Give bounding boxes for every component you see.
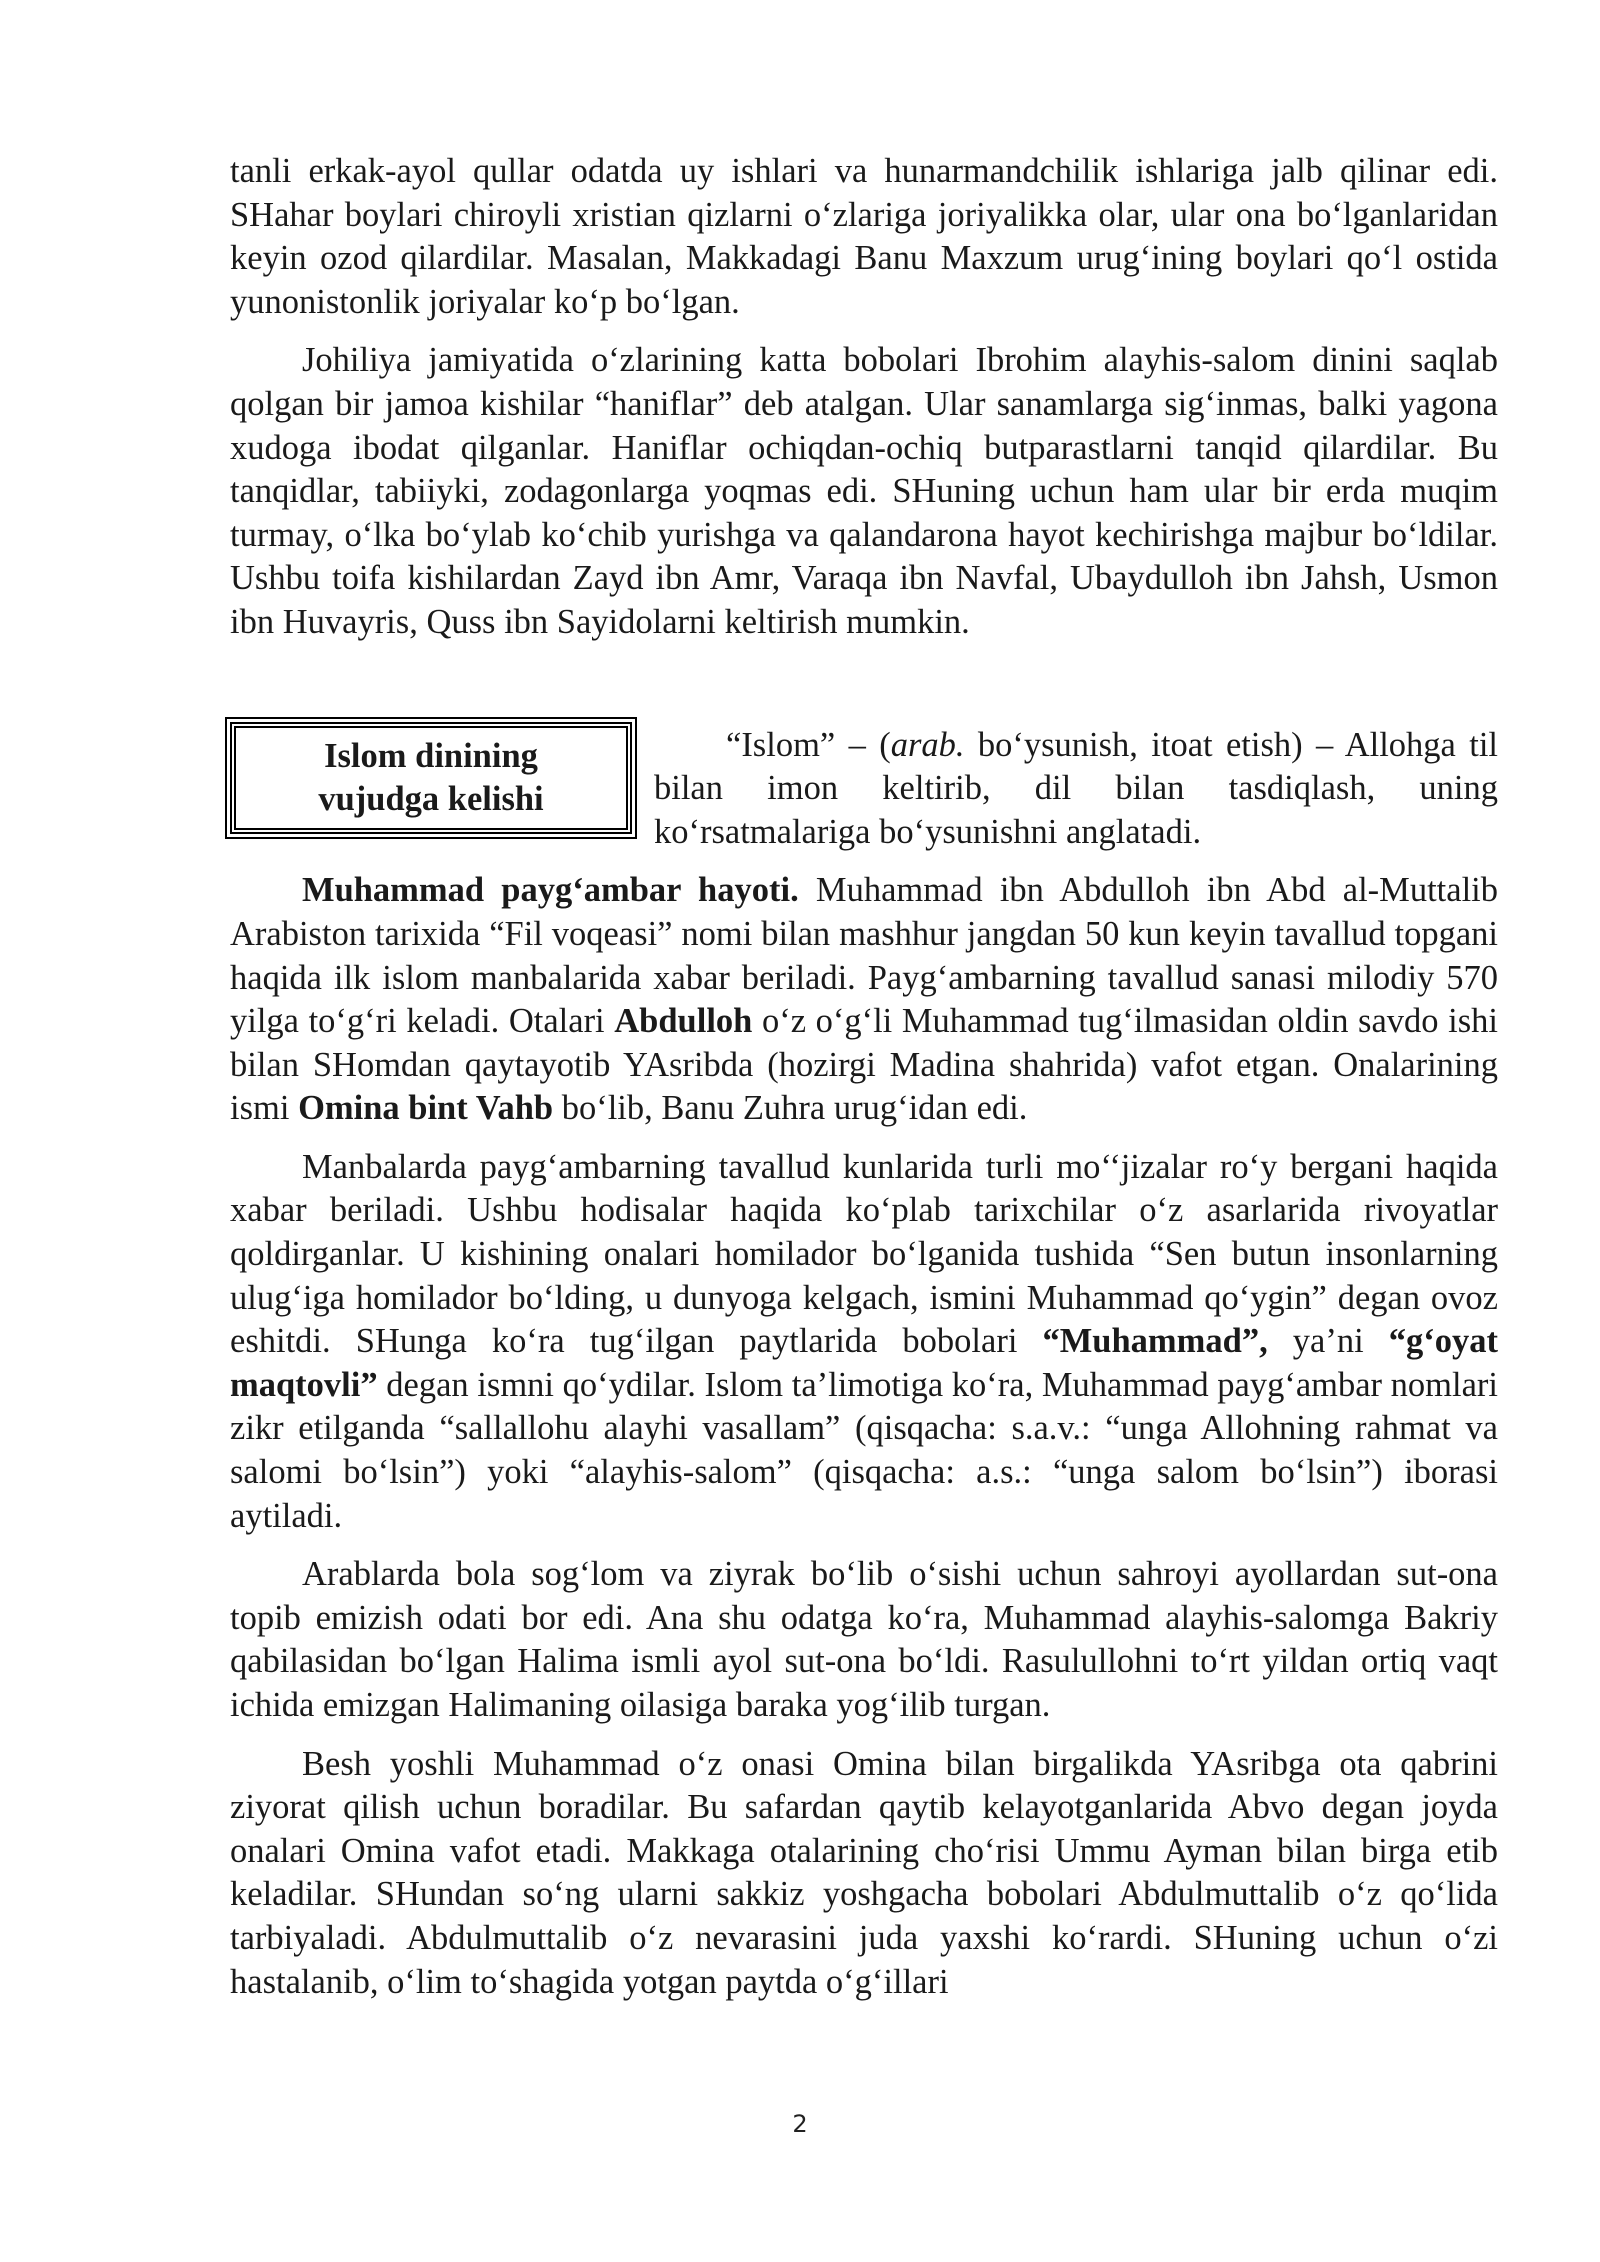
section-heading-box: [230, 722, 632, 834]
text-run: o‘z o‘g‘li Muhammad tug‘ilmasidan oldin savdo ishi bilan SHomdan qaytayotib YAsribda (hozirgi Madina shahrida) vafot etgan. Onalarining ismi: [230, 1002, 1498, 1128]
text-run: ya’ni: [1267, 1322, 1389, 1361]
section-heading-line-2: vujudga kelishi: [318, 779, 544, 818]
text-run: bo‘ysunish, itoat etish) – Allohga til bilan imon keltirib, dil bilan tasdiqlash, uning ko‘rsatmalariga bo‘ysunishni anglatadi.: [654, 725, 1498, 851]
page-number: 2: [792, 2110, 808, 2138]
text-run: bo‘lib, Banu Zuhra urug‘idan edi.: [553, 1089, 1028, 1128]
section-heading-line-1: Islom dinining: [324, 736, 538, 775]
paragraph-prophet-life: [230, 869, 1498, 1131]
bold-run: Omina bint Vahb: [298, 1089, 554, 1128]
bold-run: “Muhammad”,: [1042, 1322, 1268, 1361]
paragraph-haniflar: Johiliya jamiyatida o‘zlarining katta bobolari Ibrohim alayhis-salom dinini saqlab qolgan bir jamoa kishilar “haniflar” deb atalgan. Ular sanamlarga sig‘inmas, balki yagona xudoga ibodat qilganlar. Haniflar ochiqdan-ochiq butparastlarni tanqid qilardilar. Bu tanqidlar, tabiiyki, zodagonlarga yoqmas edi. SHuning uchun ham ular bir erda muqim turmay, o‘lka bo‘ylab ko‘chib yurishga va qalandarona hayot kechirishga majbur bo‘ldilar. Ushbu toifa kishilardan Zayd ibn Amr, Varaqa ibn Navfal, Ubaydulloh ibn Jahsh, Usmon ibn Huvayris, Quss ibn Sayidolarni keltirish mumkin.: [230, 341, 1498, 641]
text-run: “Islom” – (: [726, 725, 891, 764]
document-page: [230, 150, 1498, 2019]
bold-run-subheading: Muhammad payg‘ambar hayoti.: [302, 871, 799, 910]
paragraph-halima: Arablarda bola sog‘lom va ziyrak bo‘lib o‘sishi uchun sahroyi ayollardan sut-ona topib emizish odati bor edi. Ana shu odatga ko‘ra, Muhammad alayhis-salomga Bakriy qabilasidan bo‘lgan Halima ismli ayol sut-ona bo‘ldi. Rasulullohni to‘rt yildan ortiq vaqt ichida emizgan Halimaning oilasiga baraka yog‘ilib turgan.: [230, 1555, 1498, 1724]
paragraph-slaves: tanli erkak-ayol qullar odatda uy ishlari va hunarmandchilik ishlariga jalb qilinar edi. SHahar boylari chiroyli xristian qizlarni o‘zlariga joriyalikka olar, ular ona bo‘lganlaridan keyin ozod qilardilar. Masalan, Makkadagi Banu Maxzum urug‘ining boylari qo‘l ostida yunonistonlik joriyalar ko‘p bo‘lgan.: [230, 152, 1498, 321]
text-run: degan ismni qo‘ydilar. Islom ta’limotiga ko‘ra, Muhammad payg‘ambar nomlari zikr etilganda “sallallohu alayhi vasallam” (qisqacha: s.a.v.: “unga Allohning rahmat va salomi bo‘lsin”) yoki “alayhis-salom” (qisqacha: a.s.: “unga salom bo‘lsin”) iborasi aytiladi.: [230, 1365, 1498, 1535]
bold-run: “g‘oyat maqtovli”: [230, 1322, 1498, 1404]
paragraph-childhood: Besh yoshli Muhammad o‘z onasi Omina bilan birgalikda YAsribga ota qabrini ziyorat qilish uchun boradilar. Bu safardan qaytib kelayotganlarida Abvo degan joyda onalari Omina vafot etadi. Makkaga otalarining cho‘risi Ummu Ayman bilan birga etib keladilar. SHundan so‘ng ularni sakkiz yoshgacha bobolari Abdulmuttalib o‘z qo‘lida tarbiyaladi. Abdulmuttalib o‘z nevarasini juda yaxshi ko‘rardi. SHuning uchun o‘zi hastalanib, o‘lim to‘shagida yotgan paytda o‘g‘illari: [230, 1744, 1498, 2001]
bold-run: Abdulloh: [614, 1002, 753, 1041]
paragraph-miracles: [230, 1146, 1498, 1538]
text-run: Muhammad ibn Abdulloh ibn Abd al-Muttalib Arabiston tarixida “Fil voqeasi” nomi bilan mashhur jangdan 50 kun keyin tavallud topgani haqida ilk islom manbalarida xabar beriladi. Payg‘ambarning tavallud sanasi milodiy 570 yilga to‘g‘ri keladi. Otalari: [230, 871, 1498, 1041]
text-run: Manbalarda payg‘ambarning tavallud kunlarida turli mo‘‘jizalar ro‘y bergani haqida xabar beriladi. Ushbu hodisalar haqida ko‘plab tarixchilar o‘z asarlarida rivoyatlar qoldirganlar. U kishining onalari homilador bo‘lganida tushida “Sen butun insonlarning ulug‘iga homilador bo‘lding, u dunyoga kelgach, ismini Muhammad qo‘ygin” degan ovoz eshitdi. SHunga ko‘ra tug‘ilgan paytlarida bobolari: [230, 1147, 1498, 1361]
italic-run: arab.: [890, 725, 965, 764]
section-gap: [230, 660, 1498, 724]
